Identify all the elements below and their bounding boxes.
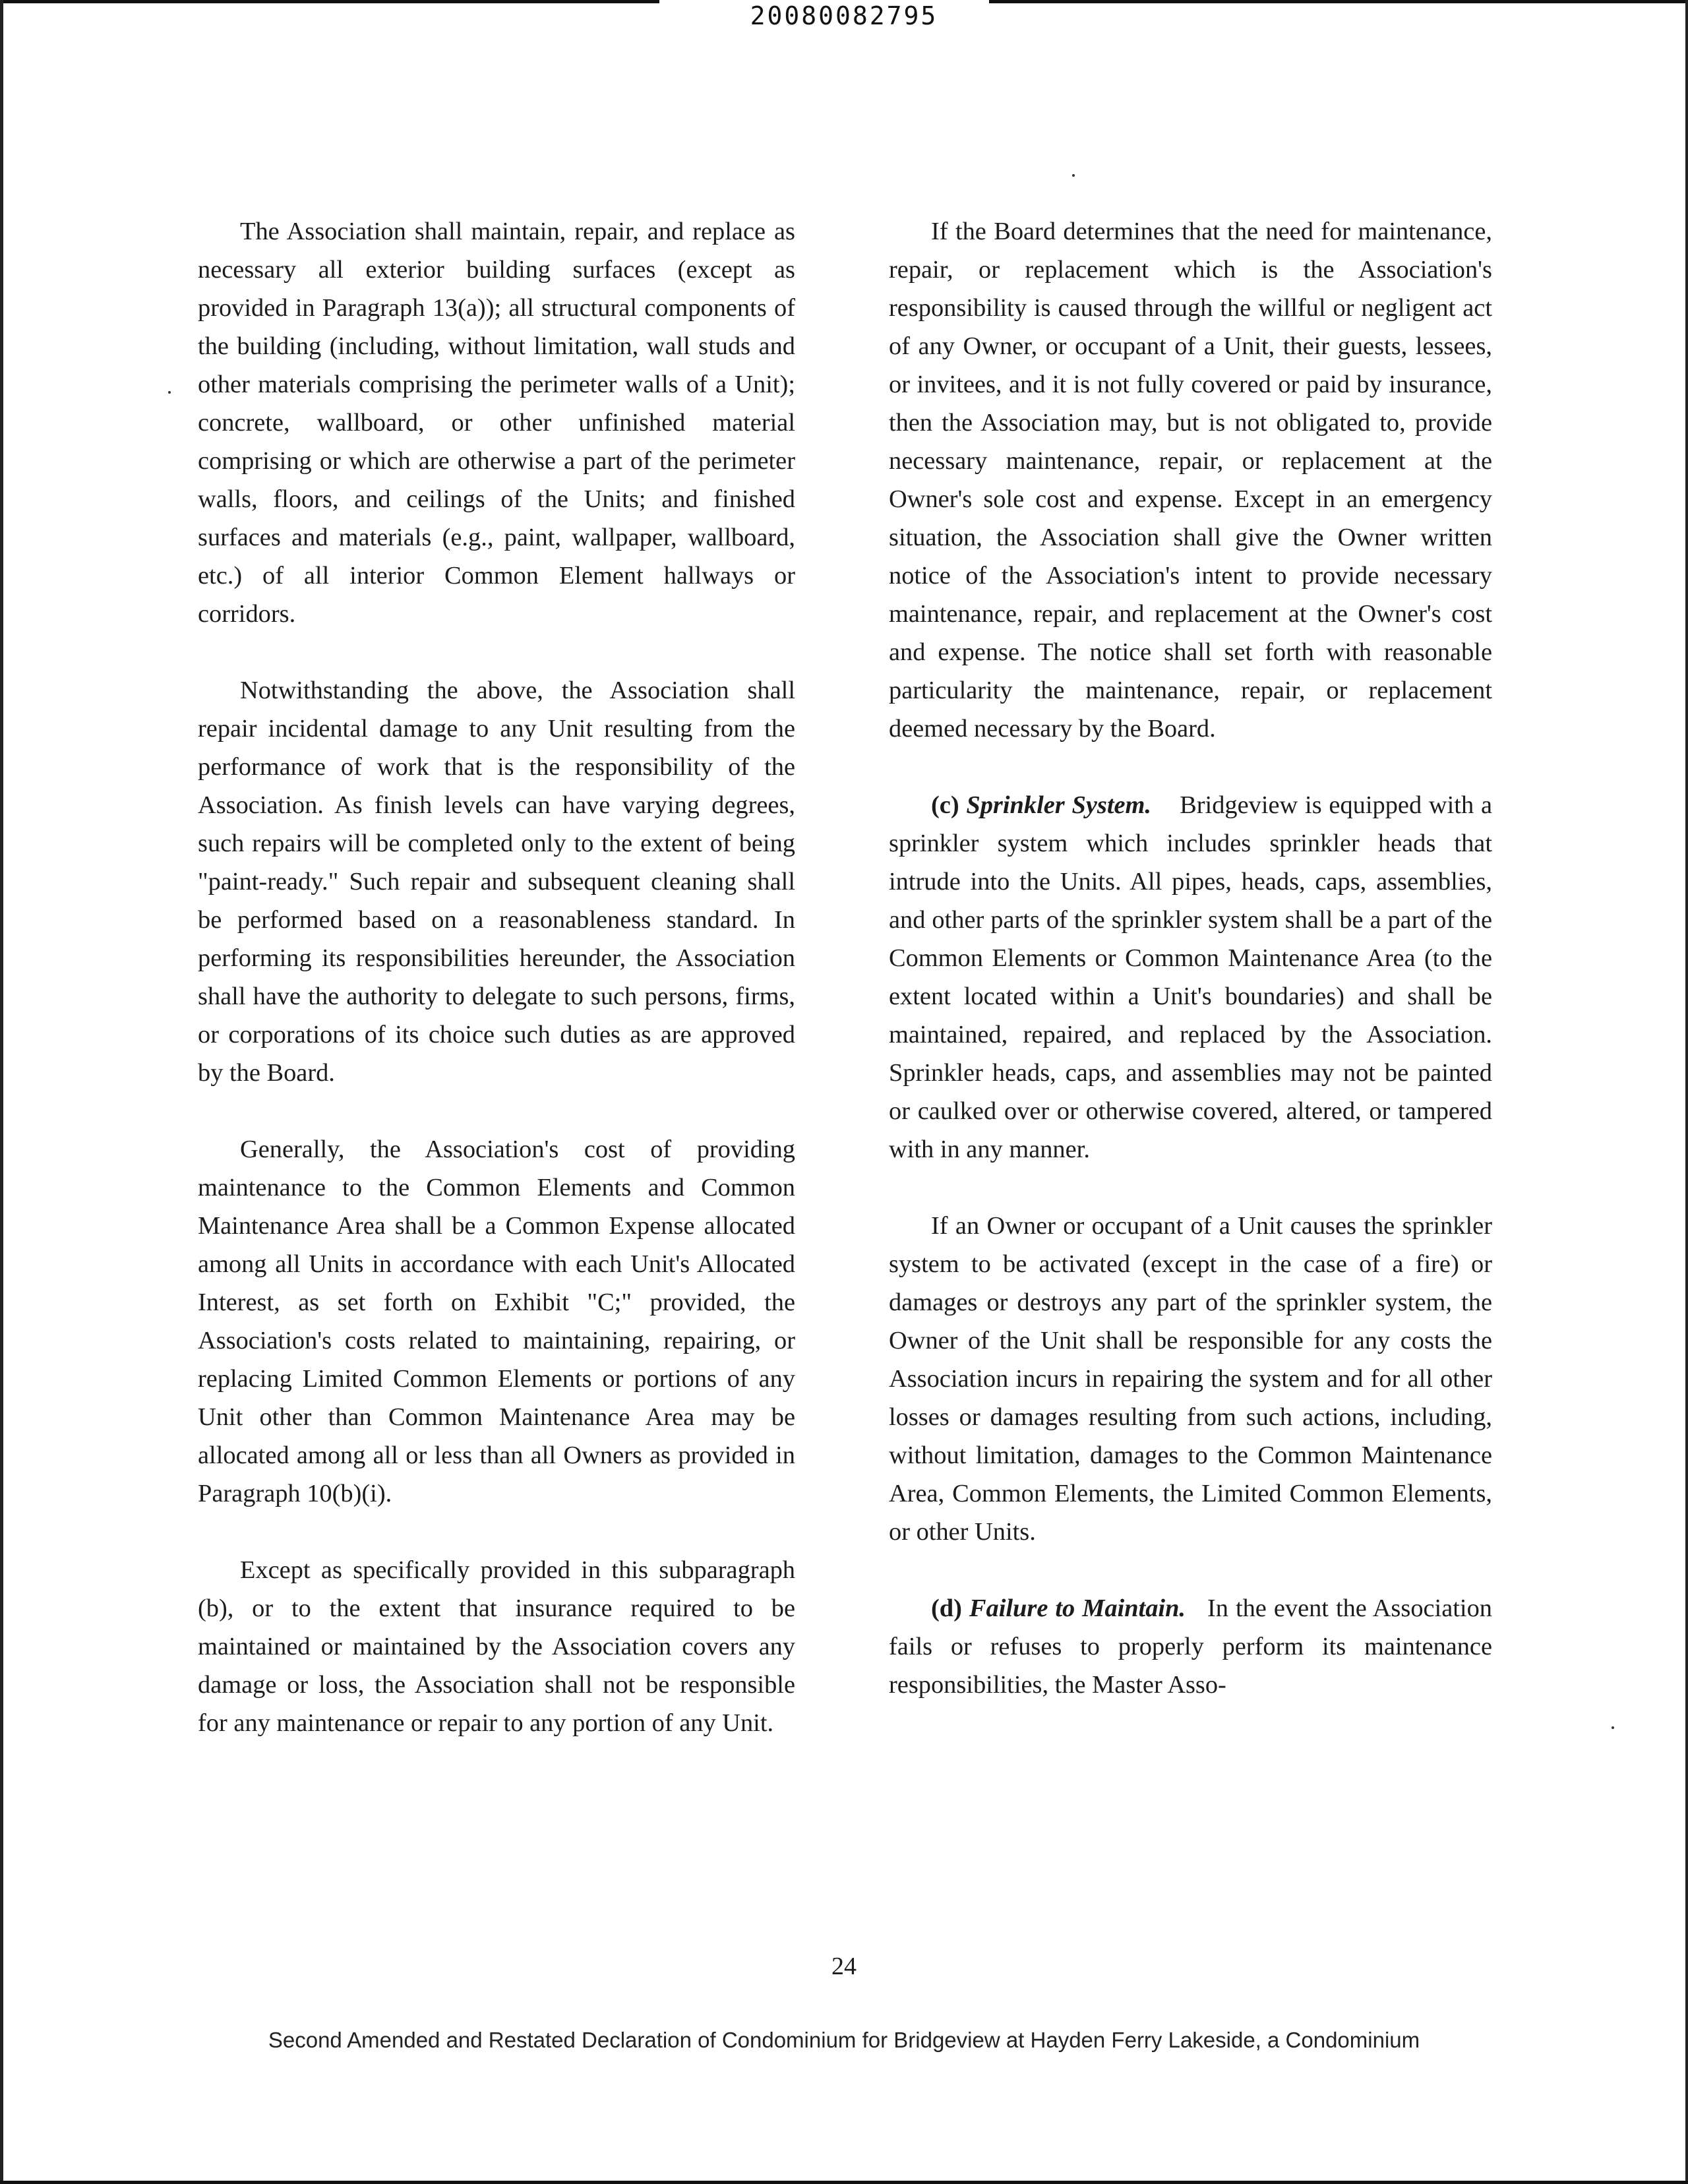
- document-number: 20080082795: [750, 1, 938, 30]
- section-d-failure-to-maintain: [889, 1589, 1492, 1704]
- paragraph-owner-activates-sprinkler: If an Owner or occupant of a Unit causes the sprinkler system to be activated (except in the case of a fire) or damages or destroys any part of the sprinkler system, the Owner of the Unit shall be responsible for any costs the Association incurs in repairing the system and for all other losses or damages resulting from such actions, including, without limitation, damages to the Common Maintenance Area, Common Elements, the Limited Common Elements, or other Units.: [889, 1212, 1492, 1546]
- paragraph-except-as-provided: Except as specifically provided in this subparagraph (b), or to the extent that insurance required to be maintained or maintained by the Association covers any damage or loss, the Association shall not be responsible for any maintenance or repair to any portion of any Unit.: [198, 1556, 795, 1737]
- left-border: [0, 0, 3, 2184]
- paragraph-generally-cost: Generally, the Association's cost of providing maintenance to the Common Elements and Common Maintenance Area shall be a Common Expense allocated among all Units in accordance with each Unit's Allocated Interest, as set forth on Exhibit "C;" provided, the Association's costs related to maintaining, repairing, or replacing Limited Common Elements or portions of any Unit other than Common Maintenance Area may be allocated among all or less than all Owners as provided in Paragraph 10(b)(i).: [198, 1136, 795, 1507]
- page-number: 24: [831, 1953, 857, 1980]
- section-c-body: Bridgeview is equipped with a sprinkler system which includes sprinkler heads that intrude into the Units. All pipes, heads, caps, assemblies, and other parts of the sprinkler system shall be a part of the Common Elements or Common Maintenance Area (to the extent located within a Unit's boundaries) and shall be maintained, repaired, and replaced by the Association. Sprinkler heads, caps, and assemblies may not be painted or caulked over or otherwise covered, altered, or tampered with in any manner.: [889, 791, 1492, 1163]
- section-c-title: Sprinkler System.: [966, 791, 1152, 819]
- section-d-title: Failure to Maintain.: [969, 1594, 1186, 1622]
- paragraph-notwithstanding: Notwithstanding the above, the Association shall repair incidental damage to any Unit resulting from the performance of work that is the responsibility of the Association. As finish levels can have varying degrees, such repairs will be completed only to the extent of being "paint-ready." Such repair and subsequent cleaning shall be performed based on a reasonableness standard. In performing its responsibilities hereunder, the Association shall have the authority to delegate to such persons, firms, or corporations of its choice such duties as are approved by the Board.: [198, 677, 795, 1087]
- scan-speck: [168, 391, 171, 394]
- section-d-body: In the event the Association fails or refuses to properly perform its maintenance responsibilities, the Master Asso-: [889, 1594, 1492, 1699]
- bottom-border: [0, 2181, 1688, 2184]
- section-c-label: (c): [931, 791, 959, 819]
- footer-title: Second Amended and Restated Declaration of Condominium for Bridgeview at Hayden Ferry Lakeside, a Condominium: [268, 2028, 1420, 2052]
- paragraph-association-maintain: The Association shall maintain, repair, and replace as necessary all exterior building surfaces (except as provided in Paragraph 13(a)); all structural components of the building (including, without limitation, wall studs and other materials comprising the perimeter walls of a Unit); concrete, wallboard, or other unfinished material comprising or which are otherwise a part of the perimeter walls, floors, and ceilings of the Units; and finished surfaces and materials (e.g., paint, wallpaper, wallboard, etc.) of all interior Common Element hallways or corridors.: [198, 218, 795, 628]
- right-border: [1685, 0, 1688, 2184]
- scan-speck: [1072, 174, 1075, 177]
- left-column: [198, 212, 795, 1742]
- paragraph-board-determines: If the Board determines that the need for maintenance, repair, or replacement which is the Association's responsibility is caused through the willful or negligent act of any Owner, or occupant of a Unit, their guests, lessees, or invitees, and it is not fully covered or paid by insurance, then the Association may, but is not obligated to, provide necessary maintenance, repair, or replacement at the Owner's sole cost and expense. Except in an emergency situation, the Association shall give the Owner written notice of the Association's intent to provide necessary maintenance, repair, and replacement at the Owner's cost and expense. The notice shall set forth with reasonable particularity the maintenance, repair, or replacement deemed necessary by the Board.: [889, 218, 1492, 743]
- section-c-sprinkler-system: [889, 786, 1492, 1168]
- scan-speck: [1612, 1726, 1614, 1729]
- section-d-label: (d): [931, 1594, 962, 1622]
- right-column: [889, 212, 1492, 1704]
